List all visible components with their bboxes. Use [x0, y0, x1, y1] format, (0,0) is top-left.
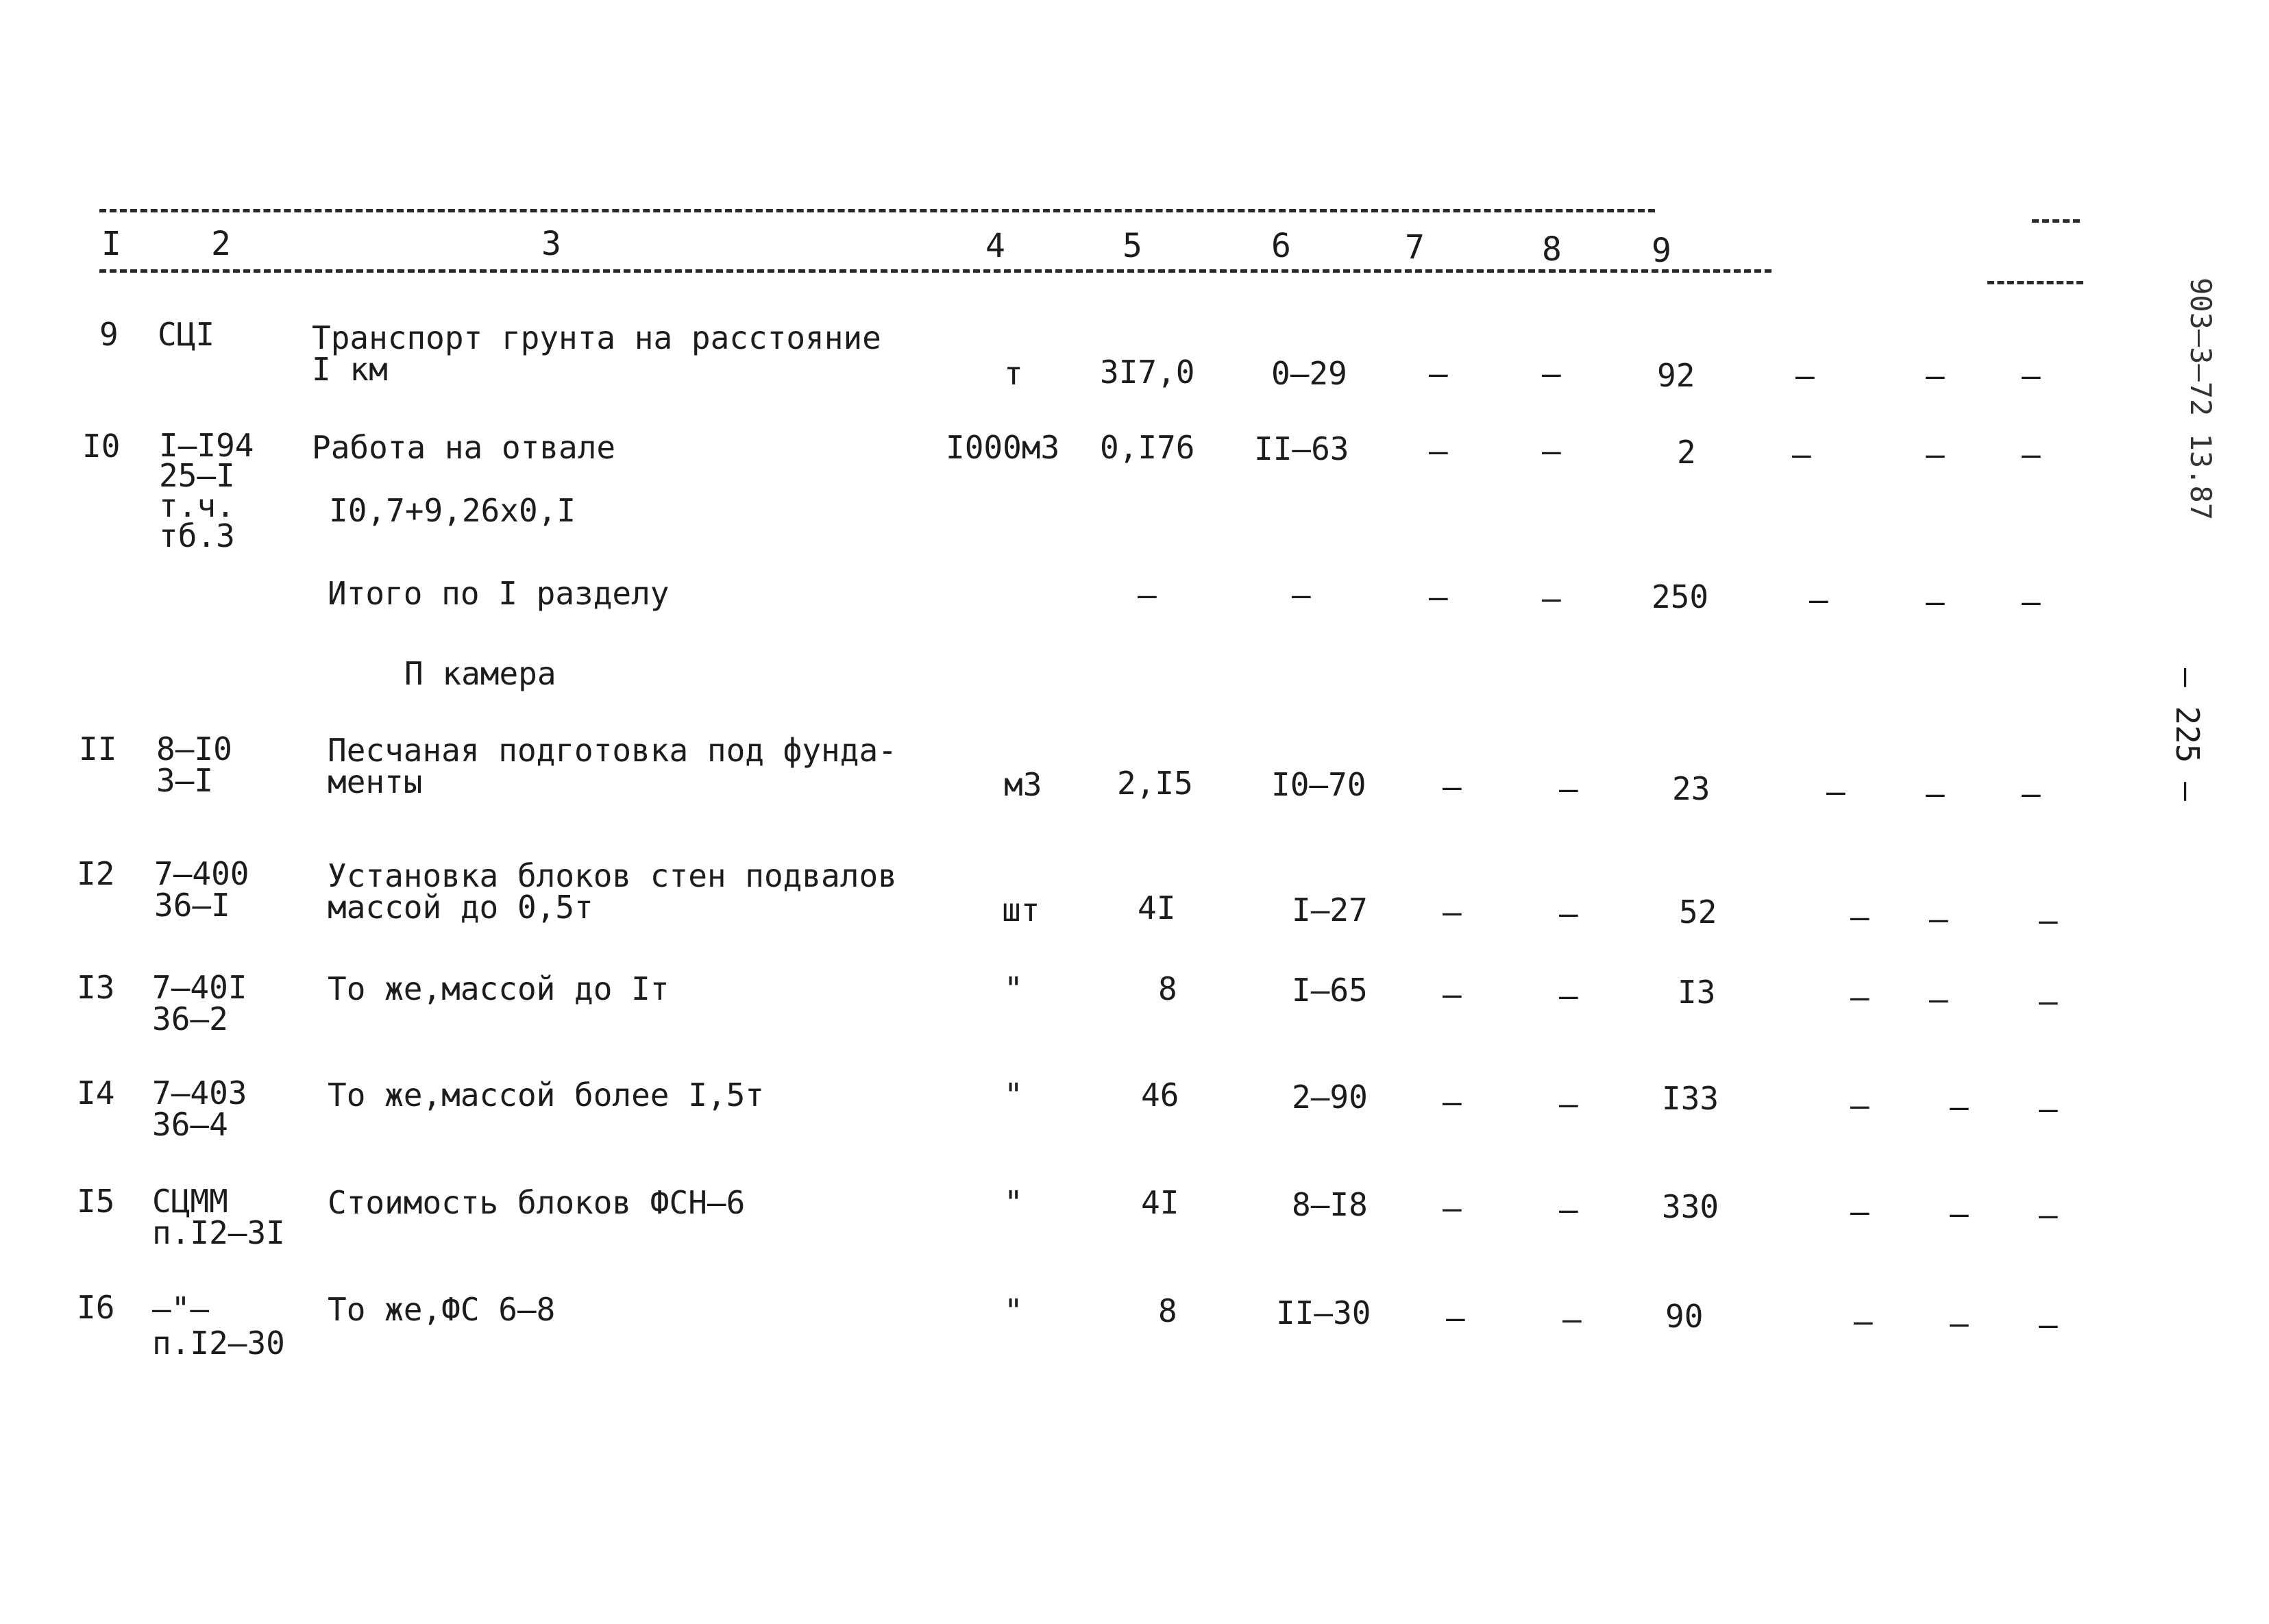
row-price: 8–I8 [1292, 1186, 1368, 1223]
row-quantity: 46 [1141, 1076, 1179, 1114]
row-number: I4 [77, 1074, 115, 1111]
row-price: II–63 [1254, 430, 1349, 467]
row-number: I3 [77, 969, 115, 1006]
header-top-rule [99, 209, 1655, 212]
row-extra-1: – [1792, 436, 1811, 473]
row-description: Работа на отвале [312, 429, 616, 466]
row-code: 8–I0 3–I [156, 730, 232, 799]
header-bottom-rule [99, 269, 1771, 273]
col-header-8: 8 [1542, 230, 1562, 269]
row-price: 0–29 [1271, 355, 1347, 392]
row-number: I5 [77, 1183, 115, 1220]
row-col7: – [1443, 1083, 1462, 1120]
row-extra-3: – [2022, 357, 2041, 394]
row-col8: – [1562, 1301, 1582, 1338]
row-number: 9 [99, 316, 119, 353]
row-col8: – [1559, 770, 1578, 807]
row-col8: – [1559, 977, 1578, 1014]
row-total: 23 [1672, 770, 1710, 807]
row-quantity: 2,I5 [1117, 765, 1193, 802]
row-extra-2: – [1926, 357, 1945, 394]
section-heading: П камера [404, 655, 556, 692]
row-col8: – [1559, 1191, 1578, 1228]
section-subtotal-label: Итого по I разделу [328, 575, 670, 612]
row-extra-1: – [1826, 773, 1845, 810]
row-code: –"– п.I2–30 [152, 1290, 285, 1362]
row-price: I–27 [1292, 891, 1368, 928]
row-extra-3: – [2022, 775, 2041, 812]
row-total: I3 [1678, 974, 1716, 1011]
header-right-top-rule [2032, 219, 2080, 223]
row-description: То же,ФС 6–8 [328, 1291, 556, 1328]
row-extra-1: – [1850, 979, 1869, 1016]
col-header-7: 7 [1405, 228, 1425, 267]
row-unit: м3 [1004, 766, 1042, 803]
margin-page-number: – 225 – [2169, 668, 2206, 801]
row-total: 330 [1662, 1188, 1719, 1225]
row-description: Установка блоков стен подвалов массой до 0,5т [328, 857, 897, 926]
row-total: I33 [1662, 1080, 1719, 1117]
row-extra-3: – [2039, 902, 2058, 939]
row-extra-2: – [1926, 583, 1945, 620]
row-extra-1: – [1850, 898, 1869, 935]
row-unit: " [1004, 1076, 1023, 1114]
row-col7: – [1446, 1299, 1465, 1336]
row-quantity: 8 [1158, 1292, 1177, 1329]
col-header-9: 9 [1652, 232, 1671, 270]
row-extra-2: – [1929, 981, 1948, 1018]
row-code: СЦI [158, 316, 215, 353]
row-extra-3: – [2039, 983, 2058, 1020]
row-col8: – [1542, 432, 1561, 469]
row-number: II [79, 730, 117, 767]
row-col7: – [1443, 894, 1462, 931]
row-extra-2: – [1950, 1088, 1969, 1125]
row-extra-1: – [1809, 581, 1828, 618]
row-formula-note: I0,7+9,26х0,I [329, 492, 576, 529]
row-col7: – [1429, 432, 1448, 469]
row-col7: – [1429, 355, 1448, 392]
row-code: 7–403 36–4 [152, 1074, 247, 1143]
row-extra-2: – [1926, 775, 1945, 812]
row-extra-3: – [2022, 583, 2041, 620]
row-extra-1: – [1850, 1087, 1869, 1124]
row-extra-1: – [1850, 1193, 1869, 1230]
row-extra-3: – [2022, 436, 2041, 473]
col-header-2: 2 [211, 225, 231, 263]
row-quantity: 8 [1158, 970, 1177, 1007]
row-extra-1: – [1795, 357, 1815, 394]
row-unit: т [1004, 355, 1023, 392]
row-description: То же,массой более I,5т [328, 1076, 764, 1114]
row-col7: – [1443, 768, 1462, 805]
col-header-6: 6 [1271, 227, 1291, 265]
row-unit: " [1004, 1184, 1023, 1221]
row-number: I6 [77, 1289, 115, 1326]
row-quantity: 4I [1138, 889, 1176, 926]
row-extra-1: – [1854, 1303, 1873, 1340]
row-col7: – [1443, 976, 1462, 1013]
row-extra-2: – [1929, 900, 1948, 937]
row-description: Стоимость блоков ФСН–6 [328, 1184, 746, 1221]
row-col8: – [1542, 355, 1561, 392]
row-extra-2: – [1950, 1305, 1969, 1342]
col-header-4: 4 [985, 227, 1005, 265]
row-quantity: 4I [1141, 1184, 1179, 1221]
row-quantity: 0,I76 [1100, 429, 1195, 466]
row-extra-3: – [2039, 1306, 2058, 1343]
row-extra-2: – [1926, 436, 1945, 473]
row-extra-3: – [2039, 1196, 2058, 1233]
row-price: 2–90 [1292, 1079, 1368, 1116]
row-col7: – [1429, 578, 1448, 615]
row-extra-2: – [1950, 1195, 1969, 1232]
header-right-rule [1987, 281, 2083, 284]
row-number: I2 [77, 855, 115, 892]
row-total: 90 [1665, 1298, 1704, 1335]
row-quantity: 3I7,0 [1100, 354, 1195, 391]
margin-document-code: 903–3–72 13.87 [2184, 278, 2218, 521]
row-unit: шт [1002, 891, 1040, 928]
row-code: 7–400 36–I [154, 855, 249, 924]
row-number: I0 [82, 428, 121, 465]
row-col8: – [1559, 895, 1578, 932]
row-total: 2 [1677, 434, 1696, 471]
col-header-3: 3 [541, 225, 561, 263]
row-total: 250 [1652, 578, 1709, 615]
row-description: То же,массой до Iт [328, 970, 670, 1007]
row-unit: " [1004, 970, 1023, 1007]
row-price: I–65 [1292, 972, 1368, 1009]
col-header-1: I [101, 225, 121, 263]
row-code: I–I94 25–I т.ч. тб.3 [159, 427, 254, 554]
row-unit: I000м3 [946, 429, 1060, 466]
row-description: Песчаная подготовка под фунда- менты [328, 732, 897, 800]
row-col8: – [1542, 580, 1561, 617]
row-price: II–30 [1276, 1294, 1371, 1331]
row-total: 92 [1657, 357, 1695, 394]
row-quantity: – [1138, 576, 1157, 613]
row-code: 7–40I 36–2 [152, 969, 247, 1037]
row-extra-3: – [2039, 1090, 2058, 1127]
row-description: Транспорт грунта на расстояние I км [312, 319, 881, 388]
row-col7: – [1443, 1190, 1462, 1227]
row-total: 52 [1679, 894, 1717, 931]
row-code: СЦММ п.I2–3I [152, 1183, 285, 1251]
row-price: I0–70 [1271, 766, 1366, 803]
row-col8: – [1559, 1085, 1578, 1122]
row-price: – [1292, 576, 1311, 613]
row-unit: " [1004, 1292, 1023, 1329]
col-header-5: 5 [1123, 227, 1142, 265]
